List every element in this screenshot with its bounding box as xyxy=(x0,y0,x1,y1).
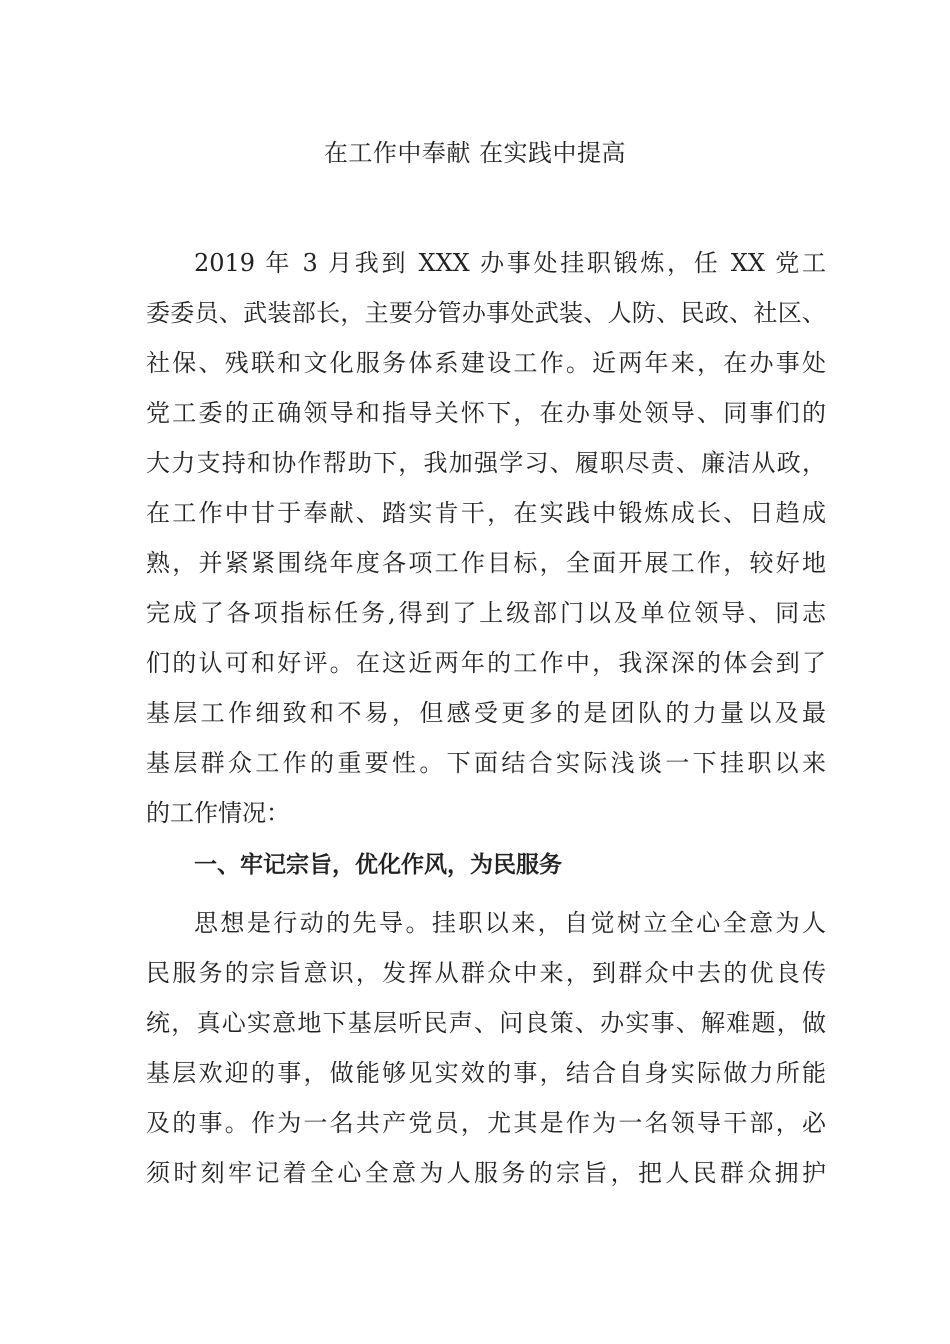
section-heading: 一、牢记宗旨，优化作风，为民服务 xyxy=(194,852,562,878)
paragraph-line: 社保、残联和文化服务体系建设工作。近两年来，在办事处 xyxy=(146,349,826,377)
paragraph-line: 的工作情况： xyxy=(146,799,290,827)
paragraph-line: 须时刻牢记着全心全意为人服务的宗旨，把人民群众拥护 xyxy=(146,1159,826,1187)
paragraph-line: 委委员、武装部长，主要分管办事处武装、人防、民政、社区、 xyxy=(146,299,826,327)
document-title: 在工作中奉献 在实践中提高 xyxy=(323,139,627,167)
paragraph-line: 统，真心实意地下基层听民声、问良策、办实事、解难题，做 xyxy=(146,1009,826,1037)
paragraph-line: 2019 年 3 月我到 XXX 办事处挂职锻炼，任 XX 党工 xyxy=(194,249,826,277)
paragraph-line: 民服务的宗旨意识，发挥从群众中来，到群众中去的优良传 xyxy=(146,959,826,987)
paragraph-line: 及的事。作为一名共产党员，尤其是作为一名领导干部，必 xyxy=(146,1109,826,1137)
paragraph-line: 在工作中甘于奉献、踏实肯干，在实践中锻炼成长、日趋成 xyxy=(146,499,826,527)
paragraph-line: 们的认可和好评。在这近两年的工作中，我深深的体会到了 xyxy=(146,649,826,677)
paragraph-line: 大力支持和协作帮助下，我加强学习、履职尽责、廉洁从政， xyxy=(146,449,826,477)
paragraph-line: 党工委的正确领导和指导关怀下，在办事处领导、同事们的 xyxy=(146,399,826,427)
paragraph-line: 基层群众工作的重要性。下面结合实际浅谈一下挂职以来 xyxy=(146,749,826,777)
paragraph-line: 熟，并紧紧围绕年度各项工作目标，全面开展工作，较好地 xyxy=(146,549,826,577)
paragraph-line: 完成了各项指标任务,得到了上级部门以及单位领导、同志 xyxy=(146,599,826,627)
paragraph-line: 基层工作细致和不易，但感受更多的是团队的力量以及最 xyxy=(146,699,826,727)
paragraph-line: 基层欢迎的事，做能够见实效的事，结合自身实际做力所能 xyxy=(146,1059,826,1087)
paragraph-line: 思想是行动的先导。挂职以来，自觉树立全心全意为人 xyxy=(194,909,826,937)
